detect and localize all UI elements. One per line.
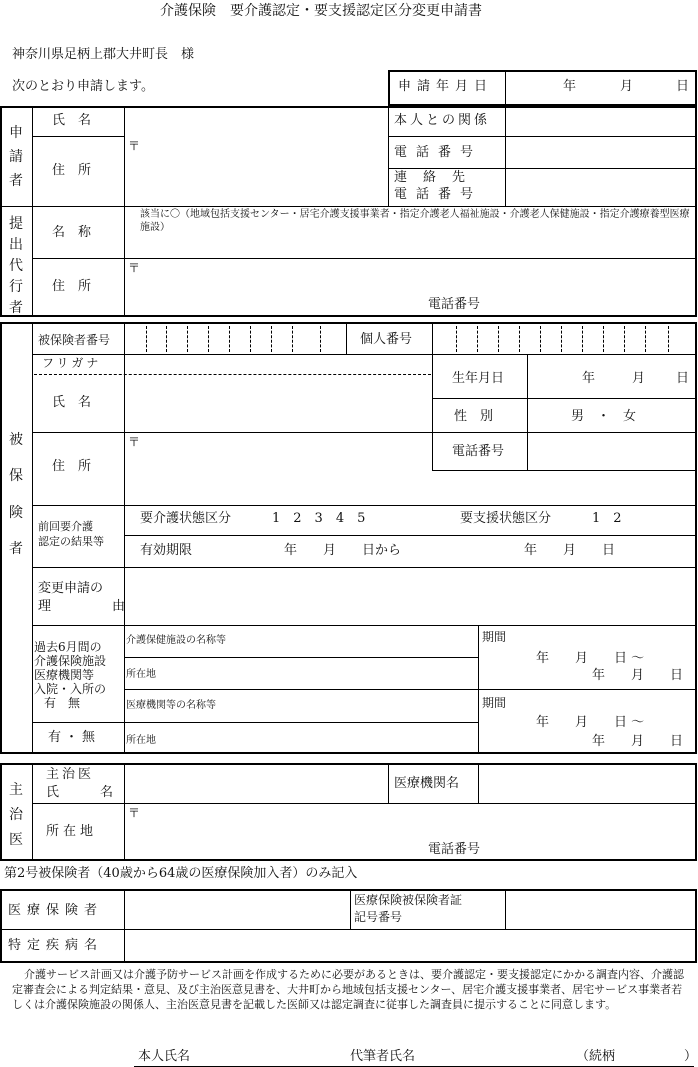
medical-insurer-label: 医療保険者 [8, 903, 104, 918]
doctor-section-label: 主治医 [9, 782, 23, 849]
doctor-name-field[interactable] [126, 765, 387, 803]
insured-section-label: 被保険者 [9, 432, 23, 558]
medical-location-label: 所在地 [126, 735, 156, 746]
insured-name-field[interactable] [126, 376, 431, 432]
page-title: 介護保険 要介護認定・要支援認定区分変更申請書 [160, 3, 482, 19]
care-level-options[interactable]: 1 2 3 4 5 [272, 511, 366, 526]
disease-label: 特定疾病名 [8, 938, 104, 953]
sex-options[interactable]: 男 ・ 女 [571, 409, 637, 424]
facility-location-label: 所在地 [126, 669, 156, 680]
self-name-label: 本人氏名 [138, 1049, 191, 1064]
medical-period-from[interactable]: 年 月 日 〜 [536, 715, 645, 730]
disease-field[interactable] [126, 931, 695, 961]
doctor-address-label: 所在地 [46, 824, 98, 839]
consent-text: 介護サービス計画又は介護予防サービス計画を作成するために必要があるときは、要介護認定・要支援認定にかかる調査内容、介護認定審査会による判定結果・意見、及び主治医意見書を、大井町から地域包括支援センター、居宅介護支援事業者、居宅サービス事業者若しくは介護保険施設の関係人、主治医意見書を記載した医師又は認定調査に従事した調査員に提示することに同意します。 [12, 968, 684, 1011]
insurance-card-field[interactable] [507, 891, 695, 929]
insured-name-label: 氏 名 [52, 395, 92, 410]
insured-number-field[interactable] [126, 324, 346, 354]
agent-name-field[interactable] [126, 208, 695, 258]
applicant-name-field[interactable] [126, 108, 387, 136]
sex-label: 性 別 [454, 409, 494, 424]
facility-period-label: 期間 [482, 630, 507, 644]
insured-address-label: 住 所 [52, 459, 92, 474]
birth-date-field[interactable] [529, 356, 695, 396]
agent-address-label: 住 所 [52, 279, 92, 294]
history-label: 過去6月間の 介護保険施設 医療機関等 入院・入所の 有 無 [34, 640, 107, 710]
history-yes-no[interactable]: 有・無 [48, 730, 100, 745]
facility-period-from[interactable]: 年 月 日 〜 [536, 651, 645, 666]
insured-address-field[interactable] [126, 434, 431, 504]
support-level-options[interactable]: 1 2 [592, 511, 622, 526]
application-date-label: 申請年月日 [398, 79, 494, 94]
contact-label: 連絡先 [394, 170, 482, 185]
insured-phone-field[interactable] [529, 434, 695, 470]
medical-insurer-field[interactable] [126, 891, 349, 929]
facility-name-label: 介護保健施設の名称等 [126, 635, 226, 646]
institution-label: 医療機関名 [394, 776, 460, 791]
intro-text: 次のとおり申請します。 [12, 79, 154, 94]
doctor-name-label: 主治医 [46, 767, 95, 782]
medical-name-label: 医療機関等の名称等 [126, 700, 216, 711]
validity-label: 有効期限 [140, 543, 193, 558]
agent-phone-label: 電話番号 [428, 297, 481, 312]
applicant-phone-field[interactable] [507, 138, 695, 168]
contact-phone-field[interactable] [507, 170, 695, 205]
applicant-name-label: 氏 名 [52, 113, 92, 128]
doctor-phone-label: 電話番号 [428, 842, 481, 857]
previous-result-label: 前回要介護 [38, 520, 93, 533]
doctor-address-field[interactable] [126, 805, 695, 859]
medical-period-to[interactable]: 年 月 日 [592, 734, 684, 749]
furigana-label: フリガナ [42, 356, 102, 370]
support-level-label: 要支援状態区分 [460, 511, 552, 526]
proxy-name-label: 代筆者氏名 [350, 1049, 416, 1064]
postal-mark: 〒 [128, 139, 141, 153]
validity-from[interactable]: 年 月 日から [284, 543, 402, 558]
insured-phone-label: 電話番号 [452, 444, 505, 459]
application-date-field[interactable] [507, 72, 695, 104]
agent-address-field[interactable] [126, 260, 695, 315]
validity-to[interactable]: 年 月 日 [524, 543, 616, 558]
applicant-phone-label: 電話番号 [394, 145, 483, 160]
care-level-label: 要介護状態区分 [140, 511, 232, 526]
relation-label: 本人との関係 [394, 113, 491, 128]
agent-section-label: 提出代行者 [9, 216, 23, 316]
second-insured-note: 第2号被保険者（40歳から64歳の医療保険加入者）のみ記入 [4, 866, 358, 881]
relation-signature-label: （続柄 [576, 1049, 616, 1064]
medical-period-label: 期間 [482, 696, 507, 710]
agent-name-label: 名 称 [52, 225, 92, 240]
applicant-section-label: 申請者 [9, 125, 23, 189]
reason-label: 変更申請の [38, 581, 104, 596]
reason-field[interactable] [126, 569, 695, 625]
personal-number-label: 個人番号 [360, 332, 413, 347]
applicant-address-label: 住 所 [52, 163, 92, 178]
proxy-name-field[interactable] [426, 1046, 566, 1066]
institution-field[interactable] [480, 765, 695, 803]
facility-period-to[interactable]: 年 月 日 [592, 668, 684, 683]
addressee: 神奈川県足柄上郡大井町長 様 [12, 47, 195, 62]
self-name-field[interactable] [200, 1046, 340, 1066]
applicant-address-field[interactable] [126, 138, 387, 205]
furigana-field[interactable] [126, 356, 431, 374]
relation-signature-field[interactable] [620, 1046, 680, 1066]
personal-number-field[interactable] [434, 324, 695, 354]
birth-label: 生年月日 [452, 371, 505, 386]
insured-number-label: 被保険者番号 [38, 333, 111, 347]
agent-name-note: 該当に〇（地域包括支援センター・居宅介護支援事業者・指定介護老人福祉施設・介護老人保健施設・指定介護療養型医療施設） [140, 209, 690, 233]
relation-field[interactable] [507, 108, 695, 136]
insurance-card-label: 医療保険被保険者証 [354, 893, 463, 907]
